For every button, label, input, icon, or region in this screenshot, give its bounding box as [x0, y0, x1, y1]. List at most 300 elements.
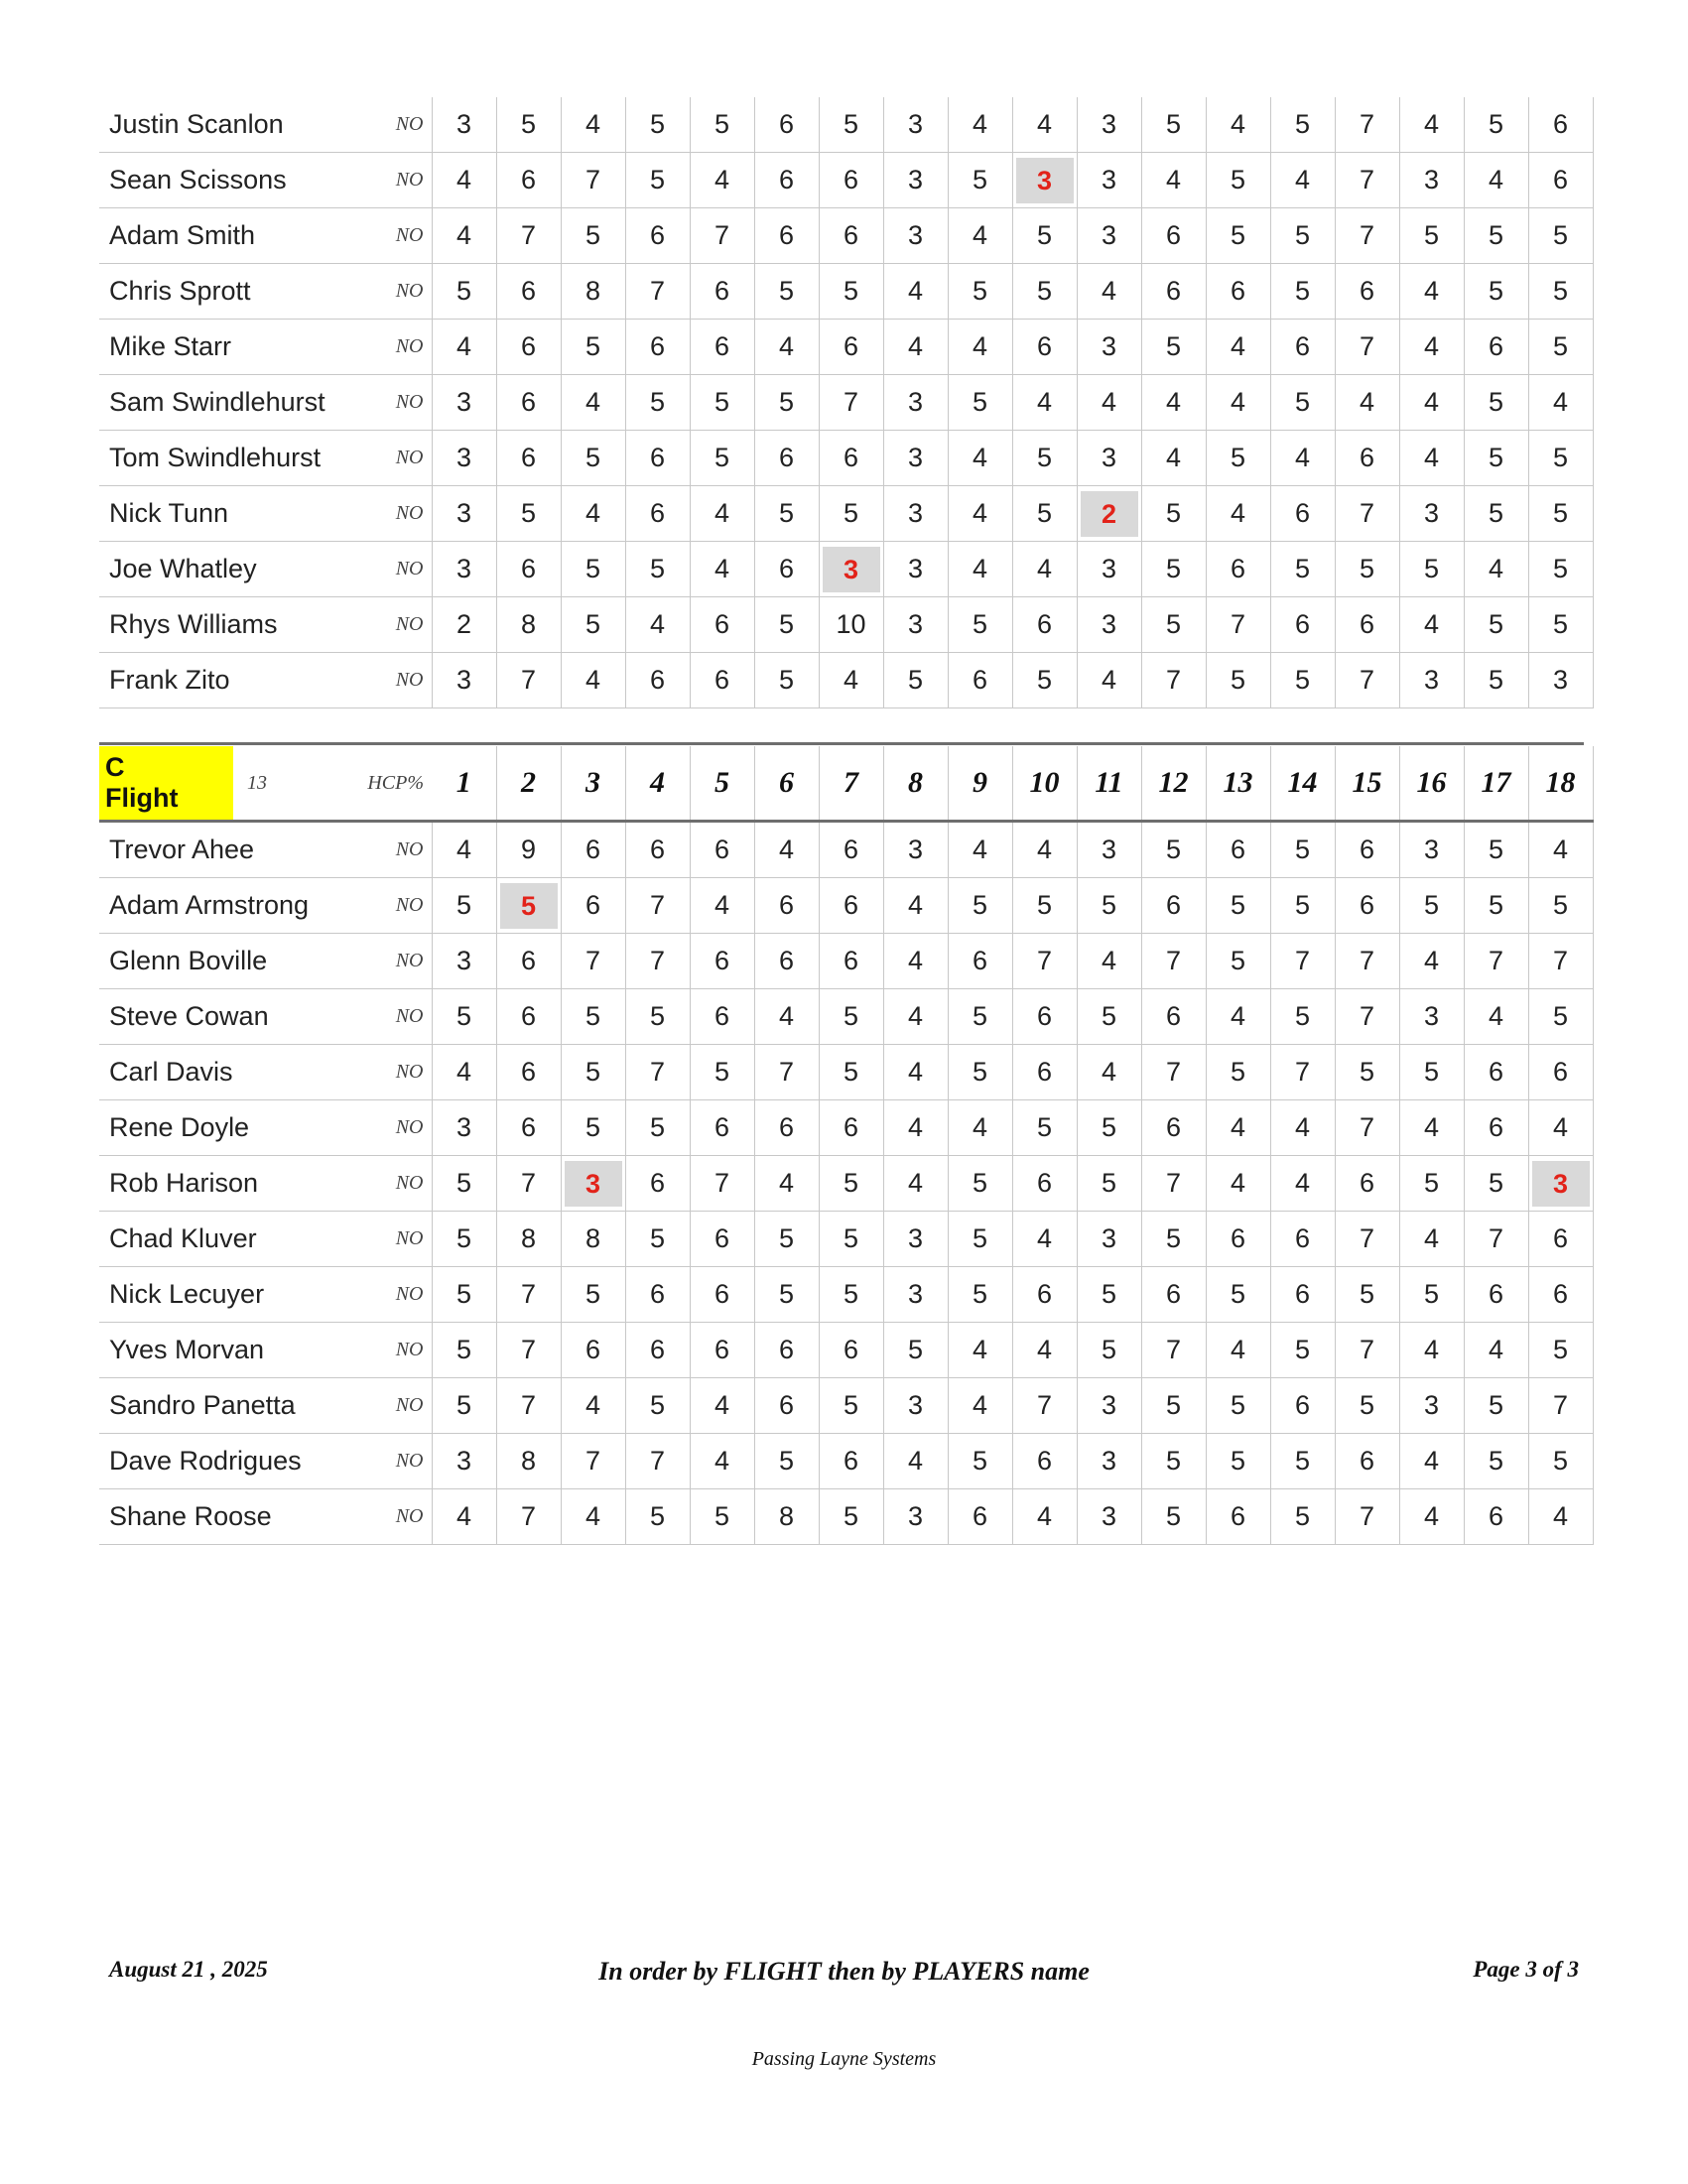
score-cell: 4: [948, 1100, 1012, 1156]
score-cell: 6: [625, 486, 690, 542]
score-cell: 6: [496, 375, 561, 431]
score-cell: 6: [819, 208, 883, 264]
score-cell: 4: [690, 542, 754, 597]
score-cell: 6: [1335, 822, 1399, 878]
player-row: [99, 1489, 1593, 1545]
score-cell: 4: [948, 1323, 1012, 1378]
score-cell: 8: [496, 597, 561, 653]
score-cell: 6: [819, 878, 883, 934]
score-cell: 5: [819, 1212, 883, 1267]
score-cell: 5: [1335, 1045, 1399, 1100]
score-cell: 5: [690, 1045, 754, 1100]
score-cell: 6: [1335, 597, 1399, 653]
score-cell: 4: [1270, 431, 1335, 486]
score-cell: 4: [1270, 1100, 1335, 1156]
score-cell: 5: [1270, 542, 1335, 597]
score-cell: 5: [754, 486, 819, 542]
hole-header: 17: [1464, 746, 1528, 822]
score-cell: 5: [1141, 1212, 1206, 1267]
score-cell: 4: [1206, 320, 1270, 375]
score-cell: 4: [1399, 1489, 1464, 1545]
score-cell: 5: [1464, 264, 1528, 320]
score-cell: 9: [496, 822, 561, 878]
score-cell: 3: [1077, 153, 1141, 208]
player-name: Sam Swindlehurst: [99, 375, 332, 431]
score-cell: 7: [1335, 153, 1399, 208]
score-cell: 4: [561, 375, 625, 431]
score-cell: 5: [1335, 542, 1399, 597]
score-cell: 5: [561, 431, 625, 486]
score-cell: 6: [819, 1100, 883, 1156]
score-cell: 5: [432, 1267, 496, 1323]
score-cell: 5: [948, 1267, 1012, 1323]
flight-player-count: 13: [233, 746, 332, 822]
score-cell: 7: [496, 1156, 561, 1212]
score-cell: 4: [1399, 1100, 1464, 1156]
score-cell: 5: [948, 1434, 1012, 1489]
score-cell: 4: [1464, 1323, 1528, 1378]
handicap-flag: NO: [332, 264, 432, 320]
handicap-flag: NO: [332, 597, 432, 653]
score-cell: 5: [948, 375, 1012, 431]
score-cell: 5: [1141, 1434, 1206, 1489]
low-score-cell: [1077, 486, 1141, 542]
score-cell: 8: [496, 1434, 561, 1489]
low-score-cell: [1528, 1156, 1593, 1212]
score-cell: 6: [1528, 97, 1593, 153]
score-cell: 5: [754, 653, 819, 708]
handicap-flag: NO: [332, 97, 432, 153]
score-cell: 5: [1270, 989, 1335, 1045]
score-cell: 3: [1399, 1378, 1464, 1434]
player-name: Nick Tunn: [99, 486, 332, 542]
score-cell: 7: [1335, 653, 1399, 708]
score-cell: 4: [883, 1156, 948, 1212]
score-cell: 7: [819, 375, 883, 431]
score-cell: 5: [690, 1489, 754, 1545]
score-cell: 6: [1464, 1100, 1528, 1156]
score-cell: 5: [1399, 878, 1464, 934]
handicap-flag: NO: [332, 1323, 432, 1378]
handicap-flag: NO: [332, 486, 432, 542]
player-name: Chris Sprott: [99, 264, 332, 320]
score-cell: 5: [625, 1212, 690, 1267]
score-cell: 3: [883, 1267, 948, 1323]
score-cell: 3: [883, 1212, 948, 1267]
score-cell: 4: [690, 486, 754, 542]
score-cell: 6: [1464, 320, 1528, 375]
score-cell: 5: [754, 597, 819, 653]
player-row: [99, 486, 1593, 542]
player-row: [99, 153, 1593, 208]
score-cell: 6: [1270, 486, 1335, 542]
hole-header: 13: [1206, 746, 1270, 822]
score-cell: 5: [432, 989, 496, 1045]
score-cell: 5: [1270, 208, 1335, 264]
score-cell: 4: [561, 97, 625, 153]
score-cell: 7: [1335, 320, 1399, 375]
score-cell: 6: [1464, 1489, 1528, 1545]
score-cell: 3: [883, 97, 948, 153]
score-cell: 5: [1528, 208, 1593, 264]
score-cell: 4: [1012, 1212, 1077, 1267]
score-cell: 8: [561, 1212, 625, 1267]
score-cell: 3: [883, 153, 948, 208]
score-cell: 5: [1270, 822, 1335, 878]
player-name: Joe Whatley: [99, 542, 332, 597]
score-cell: 7: [690, 1156, 754, 1212]
hole-header: 14: [1270, 746, 1335, 822]
player-row: [99, 1267, 1593, 1323]
b-flight-continued-table: [99, 97, 1594, 708]
score-cell: 6: [1012, 1045, 1077, 1100]
score-cell: 7: [1141, 1045, 1206, 1100]
score-cell: 5: [1528, 320, 1593, 375]
score-cell: 3: [432, 375, 496, 431]
c-flight-header-row: [99, 746, 1593, 822]
score-cell: 6: [819, 153, 883, 208]
player-row: [99, 1323, 1593, 1378]
score-cell: 3: [432, 934, 496, 989]
player-row: [99, 653, 1593, 708]
score-cell: 5: [754, 1212, 819, 1267]
score-cell: 6: [754, 542, 819, 597]
score-cell: 3: [1077, 1489, 1141, 1545]
low-score-value: 3: [1532, 1161, 1590, 1207]
score-cell: 4: [1012, 375, 1077, 431]
score-cell: 6: [690, 653, 754, 708]
score-cell: 5: [1464, 208, 1528, 264]
score-cell: 3: [1399, 989, 1464, 1045]
score-cell: 4: [432, 208, 496, 264]
score-cell: 4: [1399, 934, 1464, 989]
score-cell: 6: [690, 320, 754, 375]
score-cell: 3: [1077, 208, 1141, 264]
score-cell: 4: [948, 822, 1012, 878]
score-cell: 3: [1077, 431, 1141, 486]
score-cell: 6: [690, 264, 754, 320]
player-name: Tom Swindlehurst: [99, 431, 332, 486]
score-cell: 4: [1464, 153, 1528, 208]
score-cell: 5: [1270, 653, 1335, 708]
score-cell: 6: [1012, 989, 1077, 1045]
score-cell: 5: [625, 989, 690, 1045]
score-cell: 4: [690, 1378, 754, 1434]
score-cell: 4: [1012, 1489, 1077, 1545]
low-score-value: 2: [1081, 491, 1138, 537]
score-cell: 4: [1141, 431, 1206, 486]
handicap-flag: NO: [332, 320, 432, 375]
score-cell: 7: [1141, 653, 1206, 708]
score-cell: 6: [1270, 1267, 1335, 1323]
score-cell: 6: [754, 934, 819, 989]
score-cell: 3: [1077, 542, 1141, 597]
score-cell: 6: [1141, 264, 1206, 320]
score-cell: 6: [1528, 1212, 1593, 1267]
score-cell: 4: [561, 653, 625, 708]
score-cell: 7: [1012, 934, 1077, 989]
score-cell: 6: [754, 153, 819, 208]
score-cell: 4: [1464, 989, 1528, 1045]
score-cell: 5: [1077, 989, 1141, 1045]
score-cell: 6: [1270, 597, 1335, 653]
score-cell: 7: [1335, 486, 1399, 542]
score-cell: 6: [1270, 1212, 1335, 1267]
player-row: [99, 934, 1593, 989]
player-name: Adam Armstrong: [99, 878, 332, 934]
score-cell: 5: [1206, 208, 1270, 264]
score-cell: 5: [948, 1212, 1012, 1267]
score-cell: 5: [625, 97, 690, 153]
score-cell: 5: [1206, 1378, 1270, 1434]
score-cell: 6: [819, 1323, 883, 1378]
score-cell: 5: [561, 989, 625, 1045]
score-cell: 5: [754, 264, 819, 320]
score-cell: 6: [1012, 1156, 1077, 1212]
score-cell: 4: [1399, 375, 1464, 431]
footer-order-note: In order by FLIGHT then by PLAYERS name: [598, 1957, 1090, 1986]
score-cell: 5: [1206, 1267, 1270, 1323]
score-cell: 6: [1141, 1267, 1206, 1323]
score-cell: 8: [754, 1489, 819, 1545]
low-score-value: 3: [823, 547, 880, 592]
player-row: [99, 264, 1593, 320]
score-cell: 5: [625, 1489, 690, 1545]
handicap-flag: NO: [332, 1434, 432, 1489]
score-cell: 6: [625, 1267, 690, 1323]
score-cell: 7: [625, 264, 690, 320]
score-cell: 3: [883, 486, 948, 542]
score-cell: 6: [1206, 542, 1270, 597]
player-row: [99, 822, 1593, 878]
hole-header: 4: [625, 746, 690, 822]
score-cell: 6: [1141, 208, 1206, 264]
score-cell: 5: [496, 97, 561, 153]
score-cell: 5: [754, 375, 819, 431]
score-cell: 5: [1141, 486, 1206, 542]
score-cell: 7: [1335, 1323, 1399, 1378]
score-cell: 6: [754, 878, 819, 934]
score-cell: 5: [1141, 822, 1206, 878]
score-cell: 7: [1335, 934, 1399, 989]
player-name: Mike Starr: [99, 320, 332, 375]
score-cell: 5: [432, 1156, 496, 1212]
score-cell: 4: [690, 153, 754, 208]
score-cell: 5: [1528, 597, 1593, 653]
score-cell: 5: [1528, 878, 1593, 934]
score-cell: 5: [819, 1378, 883, 1434]
score-cell: 6: [1141, 1100, 1206, 1156]
score-cell: 3: [432, 97, 496, 153]
score-cell: 6: [496, 1100, 561, 1156]
low-score-cell: [561, 1156, 625, 1212]
hole-header: 10: [1012, 746, 1077, 822]
score-cell: 4: [883, 1045, 948, 1100]
score-cell: 4: [883, 264, 948, 320]
score-cell: 4: [432, 1489, 496, 1545]
score-cell: 5: [1528, 542, 1593, 597]
player-row: [99, 375, 1593, 431]
score-cell: 5: [948, 989, 1012, 1045]
score-cell: 5: [819, 97, 883, 153]
player-row: [99, 320, 1593, 375]
score-cell: 5: [1464, 822, 1528, 878]
handicap-flag: NO: [332, 934, 432, 989]
score-cell: 6: [754, 208, 819, 264]
handicap-flag: NO: [332, 989, 432, 1045]
score-cell: 6: [496, 542, 561, 597]
score-cell: 4: [1528, 1100, 1593, 1156]
score-cell: 5: [1464, 1378, 1528, 1434]
score-cell: 4: [1206, 1100, 1270, 1156]
player-row: [99, 97, 1593, 153]
hole-header: 2: [496, 746, 561, 822]
score-cell: 4: [754, 320, 819, 375]
score-cell: 5: [1528, 1323, 1593, 1378]
score-cell: 4: [883, 1434, 948, 1489]
score-cell: 7: [754, 1045, 819, 1100]
score-cell: 4: [561, 486, 625, 542]
score-cell: 7: [561, 1434, 625, 1489]
section-divider: [99, 742, 1584, 745]
score-cell: 5: [1464, 653, 1528, 708]
score-cell: 5: [1012, 653, 1077, 708]
score-cell: 7: [561, 153, 625, 208]
score-cell: 4: [1012, 822, 1077, 878]
player-row: [99, 431, 1593, 486]
score-cell: 4: [1206, 375, 1270, 431]
player-name: Chad Kluver: [99, 1212, 332, 1267]
score-cell: 4: [1528, 1489, 1593, 1545]
score-cell: 6: [948, 934, 1012, 989]
score-cell: 4: [432, 1045, 496, 1100]
score-cell: 5: [1141, 597, 1206, 653]
score-cell: 5: [1528, 989, 1593, 1045]
score-cell: 6: [1464, 1045, 1528, 1100]
score-cell: 4: [948, 486, 1012, 542]
score-cell: 4: [883, 989, 948, 1045]
score-cell: 6: [690, 822, 754, 878]
score-cell: 4: [1270, 153, 1335, 208]
score-cell: 4: [625, 597, 690, 653]
score-cell: 6: [690, 989, 754, 1045]
score-cell: 6: [1528, 1267, 1593, 1323]
player-row: [99, 1156, 1593, 1212]
score-cell: 5: [1399, 1267, 1464, 1323]
score-cell: 7: [690, 208, 754, 264]
score-cell: 6: [561, 878, 625, 934]
score-cell: 3: [1399, 653, 1464, 708]
score-cell: 5: [432, 1323, 496, 1378]
score-cell: 5: [819, 264, 883, 320]
score-cell: 5: [819, 1156, 883, 1212]
score-cell: 3: [1077, 1212, 1141, 1267]
score-cell: 4: [883, 934, 948, 989]
score-cell: 4: [948, 97, 1012, 153]
score-cell: 5: [1077, 1100, 1141, 1156]
hole-header: 1: [432, 746, 496, 822]
score-cell: 5: [1464, 375, 1528, 431]
score-cell: 4: [754, 989, 819, 1045]
score-cell: 5: [948, 597, 1012, 653]
score-cell: 5: [1399, 542, 1464, 597]
low-score-cell: [496, 878, 561, 934]
score-cell: 6: [1335, 878, 1399, 934]
score-cell: 4: [754, 1156, 819, 1212]
score-cell: 4: [1012, 1323, 1077, 1378]
score-cell: 5: [883, 653, 948, 708]
low-score-cell: [1012, 153, 1077, 208]
score-cell: 4: [1335, 375, 1399, 431]
score-cell: 6: [1206, 822, 1270, 878]
score-cell: 6: [1464, 1267, 1528, 1323]
player-name: Dave Rodrigues: [99, 1434, 332, 1489]
score-cell: 4: [1206, 1156, 1270, 1212]
score-cell: 6: [754, 1100, 819, 1156]
score-cell: 5: [625, 1378, 690, 1434]
handicap-flag: NO: [332, 1267, 432, 1323]
score-cell: 6: [819, 822, 883, 878]
score-cell: 4: [1206, 486, 1270, 542]
score-cell: 7: [1270, 1045, 1335, 1100]
score-cell: 8: [561, 264, 625, 320]
score-cell: 5: [561, 320, 625, 375]
score-cell: 6: [1335, 431, 1399, 486]
score-cell: 5: [1464, 878, 1528, 934]
score-cell: 4: [1077, 653, 1141, 708]
score-cell: 4: [1077, 1045, 1141, 1100]
score-cell: 3: [1399, 486, 1464, 542]
score-cell: 7: [625, 1045, 690, 1100]
score-cell: 4: [561, 1489, 625, 1545]
score-cell: 5: [1335, 1378, 1399, 1434]
score-cell: 6: [1335, 264, 1399, 320]
score-cell: 3: [1399, 822, 1464, 878]
handicap-flag: NO: [332, 542, 432, 597]
player-name: Rene Doyle: [99, 1100, 332, 1156]
score-cell: 5: [883, 1323, 948, 1378]
score-cell: 3: [883, 1378, 948, 1434]
score-cell: 4: [948, 431, 1012, 486]
player-row: [99, 208, 1593, 264]
score-cell: 4: [690, 1434, 754, 1489]
score-cell: 7: [1012, 1378, 1077, 1434]
score-cell: 5: [1141, 1489, 1206, 1545]
score-cell: 5: [1528, 431, 1593, 486]
score-cell: 7: [625, 934, 690, 989]
player-name: Nick Lecuyer: [99, 1267, 332, 1323]
score-cell: 7: [496, 653, 561, 708]
score-cell: 6: [819, 934, 883, 989]
hole-header: 11: [1077, 746, 1141, 822]
score-cell: 5: [819, 1489, 883, 1545]
score-cell: 4: [1464, 542, 1528, 597]
player-name: Steve Cowan: [99, 989, 332, 1045]
score-cell: 3: [1077, 320, 1141, 375]
player-row: [99, 989, 1593, 1045]
score-cell: 7: [1335, 97, 1399, 153]
score-cell: 4: [1141, 375, 1206, 431]
score-cell: 5: [1141, 97, 1206, 153]
score-cell: 5: [1012, 1100, 1077, 1156]
handicap-flag: NO: [332, 653, 432, 708]
score-cell: 7: [496, 208, 561, 264]
score-cell: 4: [1399, 431, 1464, 486]
score-cell: 6: [496, 431, 561, 486]
score-cell: 6: [625, 653, 690, 708]
score-cell: 5: [432, 264, 496, 320]
score-cell: 5: [1012, 208, 1077, 264]
